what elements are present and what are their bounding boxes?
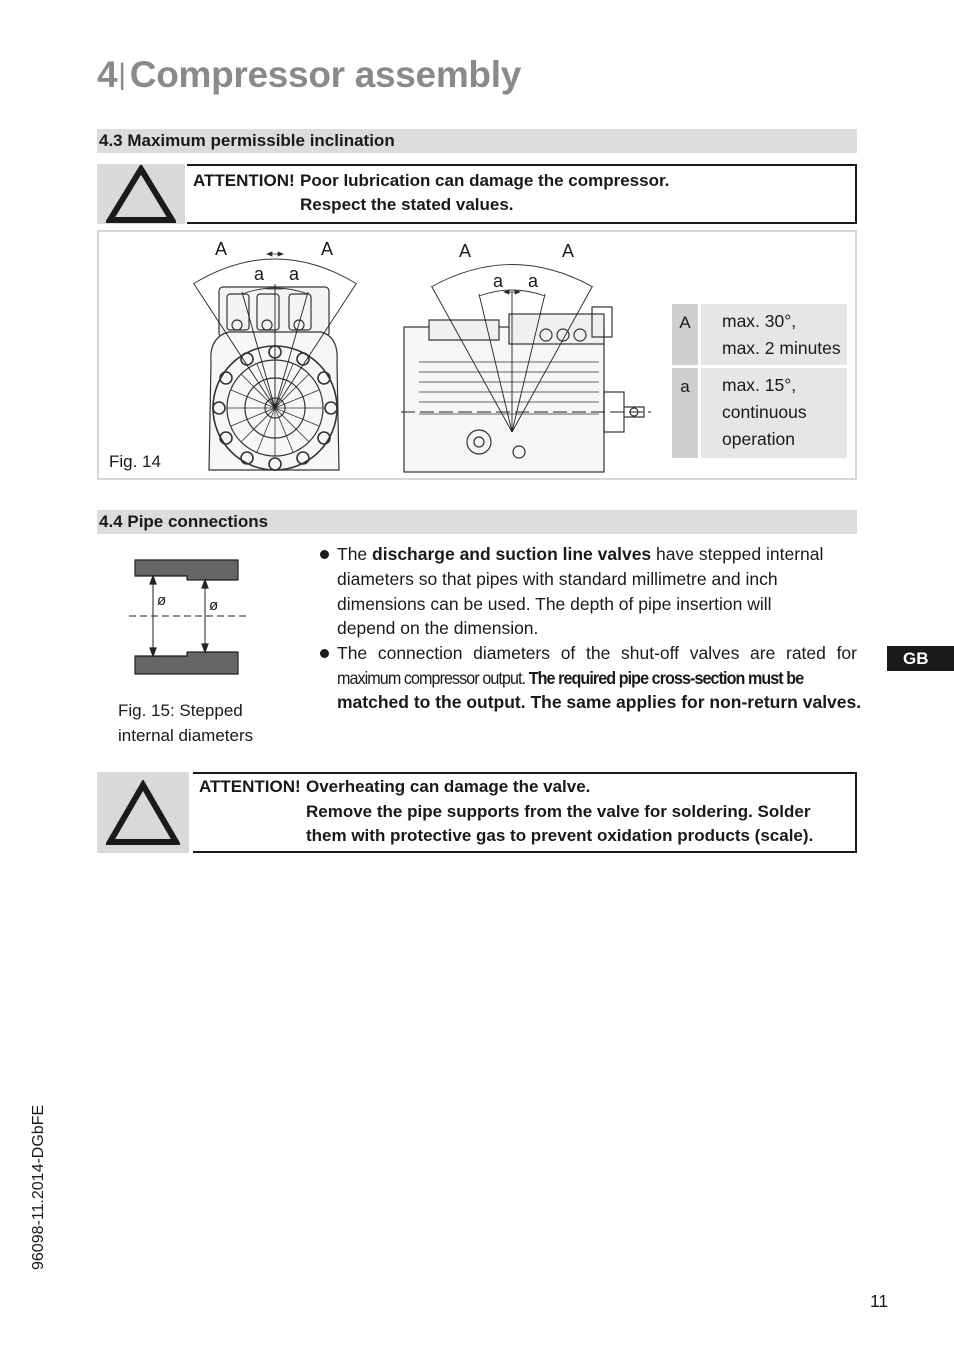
attention-box-overheating <box>97 772 857 853</box>
section-heading-text: 4.4 Pipe connections <box>99 512 269 531</box>
attention-box-lubrication <box>97 164 857 224</box>
figure-15-caption-line: internal diameters <box>118 726 254 745</box>
bullet-line <box>337 542 823 566</box>
document-code: 96098-11.2014-DGbFE <box>30 1104 47 1270</box>
bullet-icon <box>320 550 329 559</box>
compressor-front-view <box>193 252 357 470</box>
table-value-line: operation <box>722 429 795 449</box>
text-run-bold: The required pipe cross-section must be <box>528 668 804 688</box>
warning-triangle-icon <box>106 780 180 846</box>
figure-15-drawing <box>125 552 250 682</box>
figure-15-caption-line: Fig. 15: Stepped <box>118 701 243 720</box>
compressor-side-view <box>401 265 651 473</box>
attention-label: ATTENTION! <box>199 777 301 796</box>
attention-line: them with protective gas to prevent oxidation products (scale). <box>306 826 814 845</box>
section-heading-4-3 <box>97 129 857 153</box>
bullet-line: dimensions can be used. The depth of pipe insertion will <box>337 594 772 614</box>
attention-text-cell <box>193 772 857 853</box>
attention-line: Poor lubrication can damage the compressor. <box>300 171 670 190</box>
warning-icon-cell <box>97 772 189 853</box>
figure-14-drawing <box>99 232 669 478</box>
table-value <box>701 304 847 365</box>
table-value <box>701 368 847 458</box>
bullet-line <box>337 666 803 690</box>
bullet-line: The connection diameters of the shut-off valves are rated for <box>337 643 857 663</box>
angle-label-A: A <box>321 239 334 259</box>
attention-line: Respect the stated values. <box>300 195 514 214</box>
angle-label-a: a <box>254 264 265 284</box>
page-number: 11 <box>870 1291 889 1311</box>
bullet-line: matched to the output. The same applies for non-return valves. <box>337 692 862 712</box>
attention-line: Overheating can damage the valve. <box>306 777 591 796</box>
table-key: a <box>672 368 698 458</box>
diameter-symbol: ø <box>157 592 167 609</box>
table-row <box>672 304 847 365</box>
section-heading-text: 4.3 Maximum permissible inclination <box>99 131 395 150</box>
chapter-title <box>97 54 521 96</box>
chapter-separator: | <box>118 58 126 91</box>
table-key: A <box>672 304 698 365</box>
attention-label: ATTENTION! <box>193 171 295 190</box>
diameter-symbol: ø <box>209 597 219 614</box>
angle-label-A: A <box>459 241 472 261</box>
angle-label-A: A <box>562 241 575 261</box>
table-value-line: continuous <box>722 402 807 422</box>
chapter-title-text: Compressor assembly <box>129 54 521 95</box>
language-tab: GB <box>887 646 954 671</box>
section-heading-4-4 <box>97 510 857 534</box>
table-value-line: max. 15°, <box>722 375 797 395</box>
text-run: maximum compressor output. <box>337 668 529 688</box>
figure-14-caption: Fig. 14 <box>109 452 161 471</box>
attention-text-cell <box>187 164 857 224</box>
table-value-line: max. 30°, <box>722 311 797 331</box>
chapter-number: 4 <box>97 54 118 95</box>
text-run-bold: discharge and suction line valves <box>372 544 652 564</box>
warning-icon-cell <box>97 164 185 224</box>
text-run: The <box>337 544 373 564</box>
angle-label-a: a <box>493 271 504 291</box>
text-run: have stepped internal <box>651 544 824 564</box>
table-row <box>672 368 847 458</box>
angle-label-A: A <box>215 239 228 259</box>
warning-triangle-icon <box>106 165 176 223</box>
angle-label-a: a <box>289 264 300 284</box>
bullet-line: diameters so that pipes with standard millimetre and inch <box>337 569 778 589</box>
bullet-line: depend on the dimension. <box>337 618 539 638</box>
attention-line: Remove the pipe supports from the valve for soldering. Solder <box>306 802 811 821</box>
bullet-icon <box>320 649 329 658</box>
angle-label-a: a <box>528 271 539 291</box>
table-value-line: max. 2 minutes <box>722 338 841 358</box>
